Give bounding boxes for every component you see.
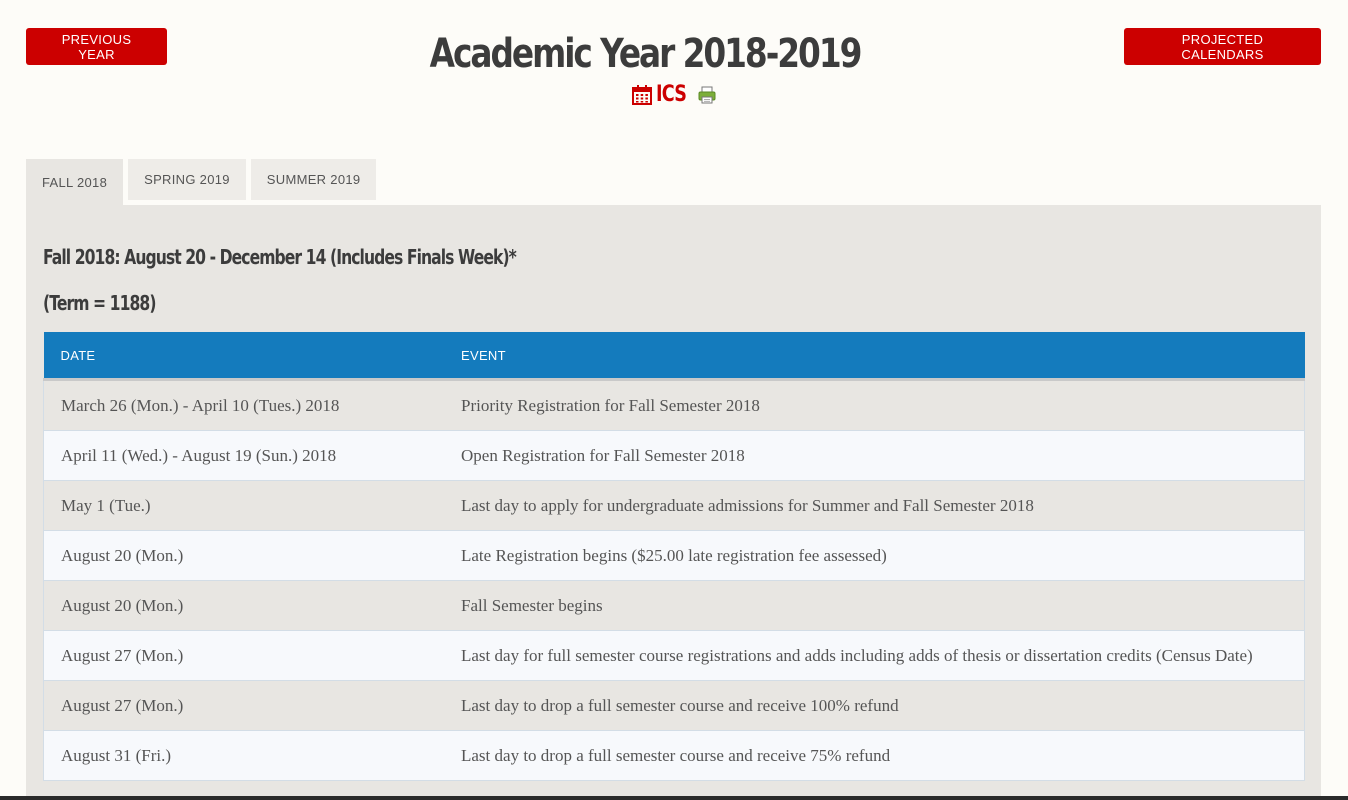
table-header-row — [44, 332, 1305, 380]
event-cell: Fall Semester begins — [444, 581, 1305, 631]
printer-icon[interactable] — [698, 86, 716, 104]
column-header-event: EVENT — [444, 332, 1305, 380]
table-row — [44, 631, 1305, 681]
tab-spring-2019[interactable]: SPRING 2019 — [128, 159, 246, 200]
date-cell: August 20 (Mon.) — [44, 581, 445, 631]
date-cell: April 11 (Wed.) - August 19 (Sun.) 2018 — [44, 431, 445, 481]
event-cell: Late Registration begins ($25.00 late registration fee assessed) — [444, 531, 1305, 581]
events-table — [43, 332, 1305, 781]
calendar-icon[interactable] — [632, 85, 652, 105]
window-bottom-edge — [0, 796, 1348, 800]
event-cell: Open Registration for Fall Semester 2018 — [444, 431, 1305, 481]
event-cell: Last day to apply for undergraduate admissions for Summer and Fall Semester 2018 — [444, 481, 1305, 531]
term-code: (Term = 1188) — [43, 291, 156, 315]
table-row — [44, 581, 1305, 631]
previous-year-button[interactable]: PREVIOUS YEAR — [26, 28, 167, 65]
table-row — [44, 731, 1305, 781]
event-cell: Last day to drop a full semester course and receive 100% refund — [444, 681, 1305, 731]
tab-fall-2018[interactable]: FALL 2018 — [26, 159, 123, 205]
event-cell: Last day to drop a full semester course and receive 75% refund — [444, 731, 1305, 781]
column-header-date: DATE — [44, 332, 445, 380]
date-cell: May 1 (Tue.) — [44, 481, 445, 531]
table-row — [44, 431, 1305, 481]
table-row — [44, 380, 1305, 431]
table-row — [44, 681, 1305, 731]
date-cell: August 27 (Mon.) — [44, 681, 445, 731]
date-cell: August 27 (Mon.) — [44, 631, 445, 681]
term-heading: Fall 2018: August 20 - December 14 (Includes Finals Week)* — [43, 245, 516, 269]
semester-tabs — [26, 159, 376, 205]
event-cell: Last day for full semester course registrations and adds including adds of thesis or dissertation credits (Census Date) — [444, 631, 1305, 681]
table-row — [44, 531, 1305, 581]
event-cell: Priority Registration for Fall Semester 2018 — [444, 380, 1305, 431]
tab-summer-2019[interactable]: SUMMER 2019 — [251, 159, 377, 200]
tab-panel — [26, 205, 1321, 800]
date-cell: August 20 (Mon.) — [44, 531, 445, 581]
ics-link[interactable]: ICS — [656, 82, 687, 107]
projected-calendars-button[interactable]: PROJECTED CALENDARS — [1124, 28, 1321, 65]
date-cell: August 31 (Fri.) — [44, 731, 445, 781]
page-title: Academic Year 2018-2019 — [429, 31, 861, 77]
table-row — [44, 481, 1305, 531]
title-icons — [632, 82, 716, 108]
date-cell: March 26 (Mon.) - April 10 (Tues.) 2018 — [44, 380, 445, 431]
